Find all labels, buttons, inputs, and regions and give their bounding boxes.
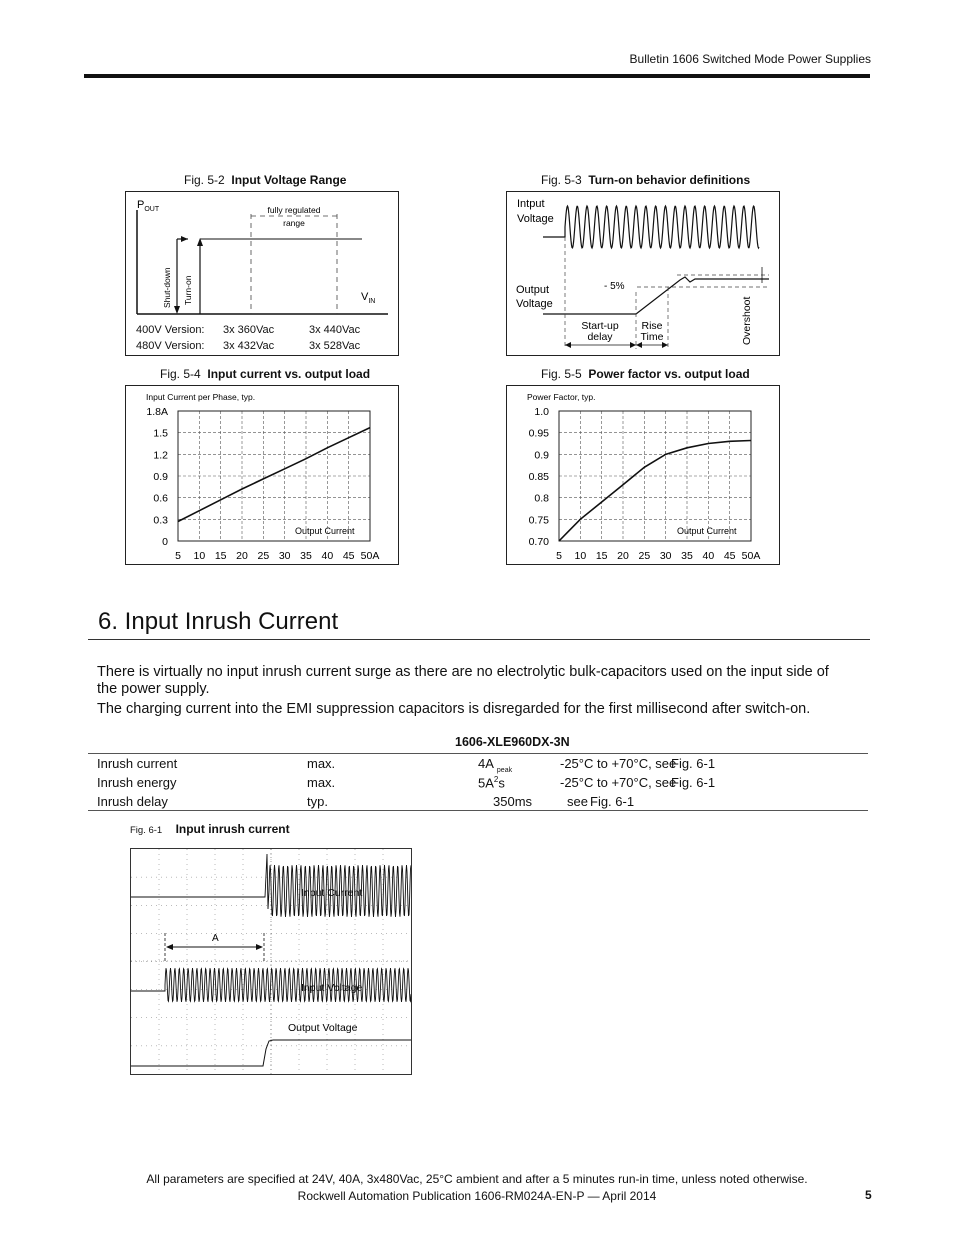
- footer-publication: Rockwell Automation Publication 1606-RM024A-EN-P — April 2014: [297, 1189, 657, 1203]
- fig55-power-factor-chart: [506, 385, 780, 565]
- fig52-range-label-1: fully regulated: [267, 205, 321, 215]
- fig54-y-title: Input Current per Phase, typ.: [146, 392, 256, 402]
- fig61-caption-title: Input inrush current: [175, 822, 290, 836]
- spec-param-name: Inrush current: [97, 756, 178, 771]
- fig55-x-tick: 40: [702, 550, 715, 562]
- fig55-y-tick: 0.85: [528, 471, 549, 483]
- fig55-caption: [541, 367, 750, 381]
- fig53-input-label-1: Intput: [517, 198, 545, 210]
- spec-value-main: 5A: [478, 775, 494, 791]
- fig52-row-label: 480V Version:: [136, 340, 205, 352]
- fig52-row-min: 3x 360Vac: [223, 324, 275, 336]
- fig52-pout-label: $P_{OUT}$: [137, 199, 160, 213]
- fig54-input-current-chart: [125, 385, 399, 565]
- fig54-y-tick: 1.2: [153, 449, 168, 462]
- fig54-x-tick: 50A: [360, 550, 380, 562]
- fig53-output-waveform: [543, 277, 769, 314]
- fig54-y-tick: 1.8A: [146, 406, 168, 418]
- spec-value-unit: s: [498, 775, 505, 791]
- page-number: 5: [865, 1188, 872, 1202]
- fig52-range-label-2: range: [283, 218, 305, 228]
- fig53-rise-label-1: Rise: [641, 320, 663, 332]
- fig52-turnon-label: Turn-on: [183, 275, 193, 305]
- spec-fig-ref: Fig. 6-1: [671, 775, 716, 790]
- fig52-row-480v: [136, 338, 386, 354]
- fig53-startup-label-1: Start-up: [581, 320, 619, 332]
- fig55-y-title: Power Factor, typ.: [527, 392, 596, 402]
- fig55-y-tick: 0.75: [528, 514, 549, 527]
- fig53-startup-label-2: delay: [587, 331, 613, 343]
- fig61-delay-arrow-left: [166, 944, 173, 950]
- fig55-x-tick: 5: [556, 550, 562, 562]
- fig61-scope-svg: [131, 849, 411, 1074]
- fig54-x-tick: 35: [300, 550, 312, 562]
- fig52-input-voltage-range: [125, 191, 399, 356]
- fig53-startup-arrow-left: [565, 342, 571, 348]
- fig55-x-tick: 30: [659, 550, 672, 562]
- fig55-x-tick: 50A: [741, 550, 761, 562]
- fig55-x-tick: 10: [574, 550, 587, 562]
- fig52-caption-title: Input Voltage Range: [231, 173, 347, 187]
- fig61-input-voltage-trace: [131, 968, 411, 1002]
- fig61-input-current-label: Input Current: [301, 887, 363, 899]
- spec-value-main: 4A: [478, 756, 494, 771]
- fig53-turn-on-behavior: [506, 191, 780, 356]
- fig61-output-voltage-label: Output Voltage: [288, 1022, 358, 1034]
- fig53-rise-label-2: Time: [640, 331, 664, 343]
- fig52-shutdown-top-arrow: [181, 236, 188, 242]
- fig54-x-tick: 40: [321, 550, 334, 562]
- spec-top-rule: [88, 753, 868, 754]
- spec-value: [493, 794, 532, 809]
- fig55-y-tick: 0.9: [534, 449, 549, 462]
- fig54-y-tick: 0: [162, 536, 168, 548]
- fig54-caption-num: Fig. 5-4: [160, 367, 201, 381]
- spec-condition: -25°C to +70°C, see: [560, 756, 677, 771]
- running-header: Bulletin 1606 Switched Mode Power Supplies: [629, 52, 871, 66]
- fig54-x-tick: 45: [342, 550, 355, 562]
- spec-param-name: Inrush energy: [97, 775, 177, 790]
- spec-qualifier: max.: [307, 756, 336, 771]
- fig54-x-tick: 30: [278, 550, 291, 562]
- fig54-x-title: Output Current: [295, 526, 355, 536]
- fig53-diagram: [507, 192, 779, 355]
- fig52-version-table: [136, 322, 386, 354]
- fig52-row-label: 400V Version:: [136, 324, 205, 336]
- fig55-y-tick: 0.8: [534, 492, 549, 505]
- fig53-startup-arrow-right: [630, 342, 636, 348]
- fig54-caption-title: Input current vs. output load: [207, 367, 371, 381]
- spec-row: [97, 774, 867, 793]
- fig53-caption-title: Turn-on behavior definitions: [588, 173, 751, 187]
- fig52-shutdown-label: Shut-down: [162, 267, 172, 308]
- fig55-y-tick: 0.95: [528, 427, 549, 440]
- spec-value: [478, 756, 512, 774]
- fig53-input-label-2: Voltage: [517, 213, 554, 225]
- fig54-x-tick: 15: [214, 550, 227, 562]
- spec-value: [478, 775, 505, 790]
- fig54-y-tick: 0.3: [153, 514, 168, 527]
- fig61-scope-capture: [130, 848, 412, 1075]
- fig52-shutdown-arrowhead: [174, 306, 180, 314]
- fig52-row-min: 3x 432Vac: [223, 340, 275, 352]
- fig54-y-tick: 1.5: [153, 427, 168, 440]
- spec-fig-ref: Fig. 6-1: [590, 794, 635, 809]
- fig55-caption-num: Fig. 5-5: [541, 367, 582, 381]
- spec-row: [97, 793, 867, 812]
- fig55-x-tick: 25: [638, 550, 651, 562]
- section-title: 6. Input Inrush Current: [98, 608, 339, 635]
- spec-condition: see: [567, 794, 588, 809]
- fig52-row-400v: [136, 322, 386, 338]
- fig54-x-tick: 20: [236, 550, 248, 562]
- fig53-caption: [541, 173, 750, 187]
- header-rule: [84, 74, 870, 78]
- fig61-input-current-trace: [131, 854, 411, 917]
- fig54-x-tick: 5: [175, 550, 181, 562]
- fig54-series-line: [178, 428, 370, 522]
- fig55-x-tick: 45: [723, 550, 736, 562]
- fig55-x-tick: 15: [595, 550, 608, 562]
- spec-table: [97, 755, 867, 812]
- fig53-input-waveform: [543, 206, 759, 248]
- fig61-delay-a-label: A: [212, 933, 219, 944]
- spec-value-superscript: 2: [493, 775, 499, 784]
- spec-row: [97, 755, 867, 774]
- spec-model-header: 1606-XLE960DX-3N: [455, 735, 570, 749]
- fig61-input-voltage-label: Input Voltage: [301, 982, 363, 994]
- fig52-row-max: 3x 440Vac: [309, 324, 361, 336]
- fig52-vin-label: $V_{IN}$: [361, 291, 376, 305]
- fig53-output-label-2: Voltage: [516, 298, 553, 310]
- fig55-x-tick: 35: [681, 550, 693, 562]
- fig54-y-tick: 0.9: [153, 471, 168, 483]
- fig54-y-tick: 0.6: [153, 492, 168, 505]
- spec-value-subscript: peak: [496, 766, 513, 774]
- spec-qualifier: typ.: [307, 794, 328, 809]
- spec-condition: -25°C to +70°C, see: [560, 775, 677, 790]
- fig52-caption: [184, 173, 346, 187]
- paragraph-2: The charging current into the EMI suppression capacitors is disregarded for the first millisecond after switch-on.: [97, 701, 811, 717]
- fig55-x-title: Output Current: [677, 526, 737, 536]
- footer-note: All parameters are specified at 24V, 40A, 3x480Vac, 25°C ambient and after a 5 minutes run-in time, unless noted otherwise.: [146, 1172, 808, 1186]
- fig53-caption-num: Fig. 5-3: [541, 173, 582, 187]
- fig55-x-tick: 20: [617, 550, 629, 562]
- spec-qualifier: max.: [307, 775, 336, 790]
- fig54-caption: [160, 367, 370, 381]
- fig53-overshoot-label: Overshoot: [741, 296, 753, 345]
- spec-value-main: 350ms: [493, 794, 533, 809]
- fig55-caption-title: Power factor vs. output load: [588, 367, 750, 381]
- section-rule: [88, 639, 870, 640]
- fig54-x-tick: 10: [193, 550, 206, 562]
- fig55-chart-svg: [507, 386, 779, 564]
- fig61-delay-arrow-right: [256, 944, 263, 950]
- fig54-chart-svg: [126, 386, 398, 564]
- spec-param-name: Inrush delay: [97, 794, 168, 809]
- fig54-x-tick: 25: [257, 550, 270, 562]
- fig52-caption-num: Fig. 5-2: [184, 173, 225, 187]
- paragraph-1: There is virtually no input inrush current surge as there are no electrolytic bulk-capacitors used on the input side of the power supply.: [97, 664, 829, 697]
- fig53-pct-label: - 5%: [604, 281, 625, 292]
- fig61-caption: [130, 822, 290, 836]
- spec-fig-ref: Fig. 6-1: [671, 756, 716, 771]
- fig55-y-tick: 0.70: [528, 536, 549, 548]
- fig53-output-label-1: Output: [516, 284, 550, 296]
- fig55-y-tick: 1.0: [534, 406, 549, 418]
- fig61-caption-num: Fig. 6-1: [130, 825, 163, 836]
- fig52-row-max: 3x 528Vac: [309, 340, 361, 352]
